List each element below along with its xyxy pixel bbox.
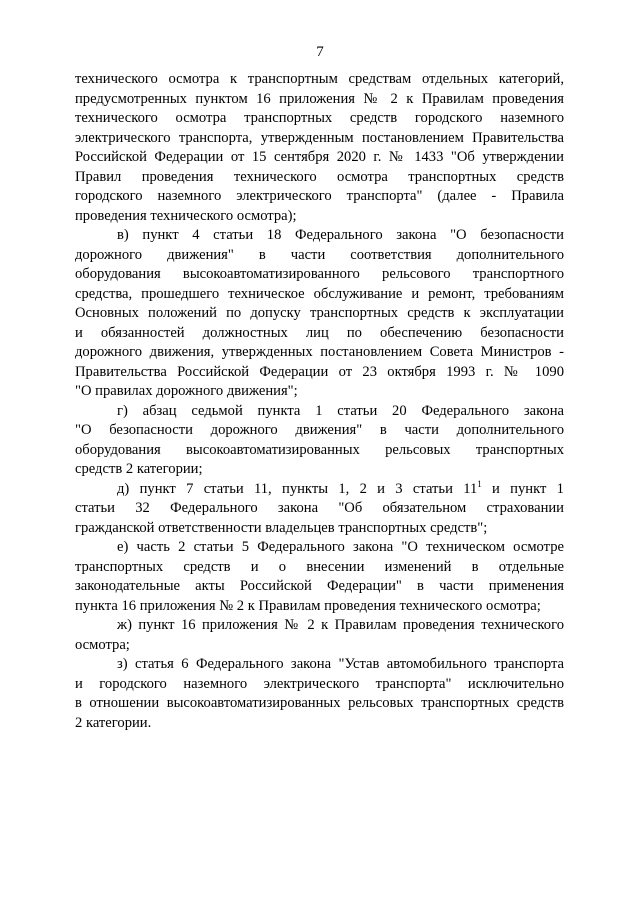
text-line: осмотра; — [75, 636, 130, 653]
text-line: з) статья 6 Федерального закона "Устав автомобильного транспорта — [117, 656, 564, 672]
text-line: средств 2 категории; — [75, 461, 203, 477]
text-line: в) пункт 4 статьи 18 Федерального закона "О безопасности — [117, 227, 564, 243]
text-line-start: д) пункт 7 статьи 11, пункты 1, 2 и 3 статьи 11 — [117, 480, 478, 497]
text-line: законодательные акты Российской Федерации" в части применения — [75, 578, 564, 594]
paragraph-b-continuation — [75, 70, 564, 226]
text-line: Российской Федерации от 15 сентября 2020 г. № 1433 "Об утверждении — [75, 149, 564, 165]
text-line: оборудования высокоавтоматизированных рельсовых транспортных — [75, 441, 564, 458]
text-line: пункта 16 приложения № 2 к Правилам проведения технического осмотра; — [75, 597, 541, 614]
paragraph-g — [75, 402, 564, 480]
text-line: электрического транспорта, утвержденным постановлением Правительства — [75, 129, 564, 146]
text-line: городского наземного электрического транспорта" (далее - Правила — [75, 188, 564, 204]
text-line: дорожного движения" в части соответствия дополнительного — [75, 246, 564, 263]
text-line: Правительства Российской Федерации от 23 октября 1993 г. № 1090 — [75, 363, 564, 380]
page-number: 7 — [316, 44, 324, 60]
paragraph-z — [75, 655, 564, 733]
text-line: "О безопасности дорожного движения" в части дополнительного — [75, 422, 564, 438]
paragraph-d — [75, 480, 564, 539]
text-line: проведения технического осмотра); — [75, 207, 297, 224]
text-line-end: и пункт 1 — [481, 480, 564, 497]
text-line: и городского наземного электрического транспорта" исключительно — [75, 675, 564, 692]
text-line: гражданской ответственности владельцев транспортных средств"; — [75, 519, 488, 536]
text-line: транспортных средств и о внесении изменений в отдельные — [75, 558, 564, 575]
paragraph-e — [75, 538, 564, 616]
text-line: технического осмотра к транспортным средствам отдельных категорий, — [75, 71, 564, 87]
text-line: в отношении высокоавтоматизированных рельсовых транспортных средств — [75, 695, 564, 711]
text-line — [75, 480, 564, 500]
text-line: Правил проведения технического осмотра транспортных средств — [75, 168, 564, 185]
text-line: оборудования высокоавтоматизированного рельсового транспортного — [75, 266, 564, 282]
paragraph-zh — [75, 616, 564, 655]
text-line: предусмотренных пунктом 16 приложения № 2 к Правилам проведения — [75, 90, 564, 107]
text-line: е) часть 2 статьи 5 Федерального закона "О техническом осмотре — [117, 539, 564, 555]
text-line: средства, прошедшего техническое обслуживание и ремонт, требованиям — [75, 285, 564, 302]
text-line: и обязанностей должностных лиц по обеспечению безопасности — [75, 324, 564, 341]
text-line: дорожного движения, утвержденных постановлением Совета Министров - — [75, 344, 564, 360]
superscript: 1 — [477, 478, 482, 489]
document-body — [75, 70, 564, 733]
text-line: Основных положений по допуску транспортных средств к эксплуатации — [75, 305, 564, 321]
text-line: "О правилах дорожного движения"; — [75, 383, 298, 399]
paragraph-v — [75, 226, 564, 402]
text-line: статьи 32 Федерального закона "Об обязательном страховании — [75, 500, 564, 516]
text-line: технического осмотра транспортных средств городского наземного — [75, 110, 564, 126]
text-line: 2 категории. — [75, 714, 152, 731]
text-line: г) абзац седьмой пункта 1 статьи 20 Федерального закона — [117, 402, 564, 419]
text-line: ж) пункт 16 приложения № 2 к Правилам проведения технического — [117, 617, 564, 633]
